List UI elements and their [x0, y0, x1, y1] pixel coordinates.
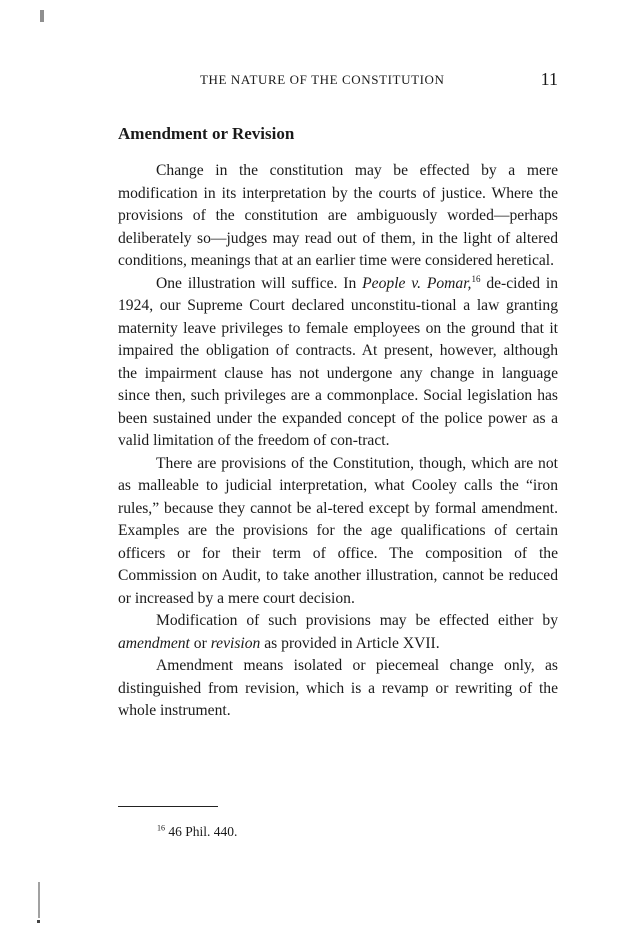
- scan-speck-bottom-left: [38, 882, 40, 918]
- case-citation: People v. Pomar,: [362, 274, 472, 292]
- running-head: [118, 69, 558, 94]
- running-title: THE NATURE OF THE CONSTITUTION: [200, 72, 445, 87]
- paragraph-3: There are provisions of the Constitution, though, which are not as malleable to judicial interpretation, what Cooley calls the “iron rules,” because they cannot be al-tered except by formal amendment. Examples are the provisions for the age qualifications of certain officers or for their term of office. The composition of the Commission on Audit, to take another illustration, cannot be reduced or increased by a mere court decision.: [118, 454, 558, 607]
- footnote-text: 46 Phil. 440.: [165, 824, 238, 839]
- paragraph-2: [118, 273, 558, 453]
- paragraph-2-lead: One illustration will suffice. In: [156, 274, 363, 292]
- term-amendment: amendment: [118, 634, 190, 652]
- term-revision: revision: [210, 634, 261, 652]
- page-number: 11: [540, 69, 558, 89]
- scan-speck-top-left: [40, 10, 44, 22]
- paragraph-4-rest: as provided in Article XVII.: [260, 634, 440, 652]
- paragraph-4-lead: Modification of such provisions may be effected either by: [156, 612, 558, 629]
- scan-speck-bottom-dot: [37, 920, 40, 923]
- paragraph-4-middle: or: [189, 634, 211, 652]
- body-content: [118, 122, 558, 723]
- footnote-rule: [118, 806, 218, 807]
- paragraph-2-rest: de-cided in 1924, our Supreme Court declared unconstitu-tional a law granting maternity leave privileges to female employees on the ground that it impaired the obligation of contracts. At present, however, although the impairment clause has not undergone any change in language since then, such privileges are a commonplace. Social legislation has been sustained under the expanded concept of the police power as a valid limitation of the freedom of con-tract.: [118, 274, 559, 449]
- paragraph-5: Amendment means isolated or piecemeal change only, as distinguished from revision, which is a revamp or rewriting of the whole instrument.: [118, 657, 558, 719]
- paragraph-1: Change in the constitution may be effected by a mere modification in its interpretation by the courts of justice. Where the provisions of the constitution are ambiguously worded—perhaps deliberately so—judges may read out of them, in the light of altered conditions, meanings that at an earlier time were considered heretical.: [118, 162, 558, 269]
- footnote-reference: 16: [471, 273, 481, 284]
- footnote: [157, 824, 237, 840]
- section-heading: Amendment or Revision: [118, 124, 295, 143]
- footnote-marker: 16: [157, 823, 165, 833]
- paragraph-4: [118, 610, 558, 655]
